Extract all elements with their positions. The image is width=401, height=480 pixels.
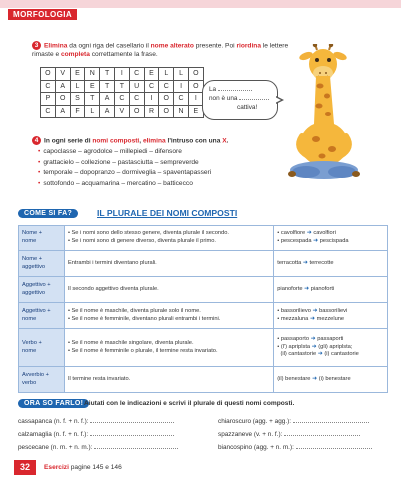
arrow-icon: ➜	[306, 230, 312, 237]
grid-cell[interactable]: V	[55, 68, 70, 81]
grid-cell[interactable]: V	[114, 105, 129, 118]
grid-cell[interactable]: C	[144, 80, 159, 93]
grid-cell[interactable]: S	[70, 93, 85, 106]
grid-cell[interactable]: P	[41, 93, 56, 106]
list-item[interactable]: • sottofondo – acquamarina – mercatino – batticecco	[38, 179, 211, 190]
rule-heading: Nome + aggettivo	[19, 251, 65, 277]
table-row	[19, 251, 388, 277]
arrow-icon: ➜	[312, 307, 318, 314]
fill-item: biancospino (agg. + n. m.):	[218, 443, 372, 451]
rule-example: • cavolfiore ➜ cavolfiori • pescespada ➜ pescispada	[274, 226, 388, 251]
grid-cell[interactable]: E	[70, 68, 85, 81]
list-item[interactable]: • temporale – dopopranzo – dormiveglia – spaventapasseri	[38, 168, 211, 179]
section-tag: MORFOLOGIA	[8, 9, 77, 20]
fill-item: calzamaglia (n. f. + n. f.):	[18, 430, 174, 438]
grid-cell[interactable]: O	[188, 80, 203, 93]
ora-so-farlo-badge: ORA SO FARLO!	[18, 399, 89, 408]
exercise-3-instruction: 3 Elimina da ogni riga del casellario il nome alterato presente. Poi riordina le lettere rimaste e completa correttamente la frase.	[32, 42, 289, 59]
grid-cell[interactable]: E	[85, 80, 100, 93]
rule-explanation: Il secondo aggettivo diventa plurale.	[64, 277, 273, 303]
table-row	[19, 277, 388, 303]
grid-cell[interactable]: O	[55, 93, 70, 106]
grid-cell[interactable]: O	[159, 105, 174, 118]
fill-item: pescecane (n. m. + n. m.):	[18, 443, 178, 451]
rule-heading: Aggettivo + nome	[19, 303, 65, 329]
arrow-icon: ➜	[304, 285, 310, 292]
arrow-icon: ➜	[312, 375, 318, 382]
grid-cell[interactable]: A	[100, 93, 115, 106]
fill-item: spazzaneve (v. + n. f.):	[218, 430, 360, 438]
grid-row	[41, 105, 204, 118]
exercise-reference: Esercizi pagine 145 e 146	[44, 464, 122, 471]
grid-cell[interactable]: C	[41, 105, 56, 118]
blank-line[interactable]	[239, 99, 269, 100]
rule-example: pianoforte ➜ pianoforti	[274, 277, 388, 303]
fill-item: cassapanca (n. f. + n. f.):	[18, 417, 174, 425]
series-list	[38, 147, 211, 189]
arrow-icon: ➜	[309, 315, 315, 322]
rule-explanation: • Se i nomi sono dello stesso genere, diventa plurale il secondo. • Se i nomi sono di genere diverso, diventa plurale il primo.	[64, 226, 273, 251]
grid-cell[interactable]: A	[55, 80, 70, 93]
answer-line[interactable]	[94, 443, 178, 449]
grid-cell[interactable]: T	[114, 80, 129, 93]
fill-item: chiaroscuro (agg. + agg.):	[218, 417, 369, 425]
grid-cell[interactable]: C	[159, 80, 174, 93]
grid-cell[interactable]: N	[174, 105, 189, 118]
grid-cell[interactable]: L	[85, 105, 100, 118]
giraffe-illustration	[284, 44, 384, 189]
grid-cell[interactable]: E	[144, 68, 159, 81]
practice-instruction: Aiutati con le indicazioni e scrivi il plurale di questi nomi composti.	[84, 400, 295, 407]
answer-line[interactable]	[296, 443, 372, 449]
grid-cell[interactable]: N	[85, 68, 100, 81]
rule-explanation: • Se il nome è maschile, diventa plurale solo il nome. • Se il nome è femminile, diventano plurali entrambi i termini.	[64, 303, 273, 329]
rule-example: (il) benestare ➜ (i) benestare	[274, 367, 388, 393]
grid-cell[interactable]: O	[129, 105, 144, 118]
grid-cell[interactable]: E	[188, 105, 203, 118]
rule-example: • passaporto ➜ passaporti • (l') apriplsta ➜ (gli) apriplsta; (il) cantastorie ➜ (i) cantastorie	[274, 329, 388, 367]
grid-cell[interactable]: T	[85, 93, 100, 106]
table-row	[19, 226, 388, 251]
top-band	[0, 0, 401, 8]
arrow-icon: ➜	[310, 336, 316, 343]
section-title: IL PLURALE DEI NOMI COMPOSTI	[97, 208, 238, 218]
exercise-number: 4	[32, 136, 41, 145]
grid-cell[interactable]: I	[174, 80, 189, 93]
page-number: 32	[14, 460, 36, 475]
grid-cell[interactable]: C	[129, 93, 144, 106]
letter-grid	[40, 67, 204, 118]
grid-cell[interactable]: U	[129, 80, 144, 93]
answer-line[interactable]	[284, 430, 360, 436]
arrow-icon: ➜	[317, 351, 323, 358]
come-si-fa-badge: COME SI FA?	[18, 209, 78, 218]
grid-cell[interactable]: T	[100, 68, 115, 81]
grid-cell[interactable]: C	[174, 93, 189, 106]
grid-cell[interactable]: A	[100, 105, 115, 118]
grid-cell[interactable]: F	[70, 105, 85, 118]
exercise-4-instruction: 4 In ogni serie di nomi composti, elimina l'intruso con una X.	[32, 136, 228, 145]
rule-explanation: • Se il nome è maschile singolare, diventa plurale. • Se il nome è femminile o plurale, il termine resta invariato.	[64, 329, 273, 367]
table-row	[19, 329, 388, 367]
grid-cell[interactable]: T	[100, 80, 115, 93]
table-row	[19, 303, 388, 329]
grid-cell[interactable]: C	[41, 80, 56, 93]
grid-cell[interactable]: C	[129, 68, 144, 81]
grid-cell[interactable]: L	[70, 80, 85, 93]
rule-explanation: Il termine resta invariato.	[64, 367, 273, 393]
answer-line[interactable]	[90, 430, 174, 436]
rule-example: terracotta ➜ terrecotte	[274, 251, 388, 277]
grid-row	[41, 68, 204, 81]
grid-cell[interactable]: I	[114, 68, 129, 81]
rule-heading: Verbo + nome	[19, 329, 65, 367]
rule-heading: Nome + nome	[19, 226, 65, 251]
grid-cell[interactable]: L	[174, 68, 189, 81]
speech-bubble: La non è una cattiva!	[202, 80, 278, 120]
arrow-icon: ➜	[302, 259, 308, 266]
arrow-icon: ➜	[313, 238, 319, 244]
answer-line[interactable]	[293, 417, 369, 423]
grid-cell[interactable]: O	[159, 93, 174, 106]
list-item[interactable]: • grattacielo – collezione – pastasciutta – sempreverde	[38, 158, 211, 169]
grid-row	[41, 93, 204, 106]
grid-cell[interactable]: A	[55, 105, 70, 118]
rule-heading: Aggettivo + aggettivo	[19, 277, 65, 303]
grid-cell[interactable]: I	[144, 93, 159, 106]
grid-cell[interactable]: I	[188, 93, 203, 106]
rule-heading: Avverbio + verbo	[19, 367, 65, 393]
rules-table	[18, 225, 388, 393]
exercise-number: 3	[32, 41, 41, 50]
grid-row	[41, 80, 204, 93]
grid-cell[interactable]: O	[41, 68, 56, 81]
rule-explanation: Entrambi i termini diventano plurali.	[64, 251, 273, 277]
blank-line[interactable]	[218, 90, 252, 91]
arrow-icon: ➜	[311, 343, 317, 350]
table-row	[19, 367, 388, 393]
answer-line[interactable]	[90, 417, 174, 423]
rule-example: • bassorilievo ➜ bassorilievi • mezzaluna ➜ mezzelune	[274, 303, 388, 329]
grid-cell[interactable]: C	[114, 93, 129, 106]
grid-cell[interactable]: R	[144, 105, 159, 118]
list-item[interactable]: • capoclasse – agrodolce – millepiedi – difensore	[38, 147, 211, 158]
grid-cell[interactable]: L	[159, 68, 174, 81]
grid-cell[interactable]: O	[188, 68, 203, 81]
